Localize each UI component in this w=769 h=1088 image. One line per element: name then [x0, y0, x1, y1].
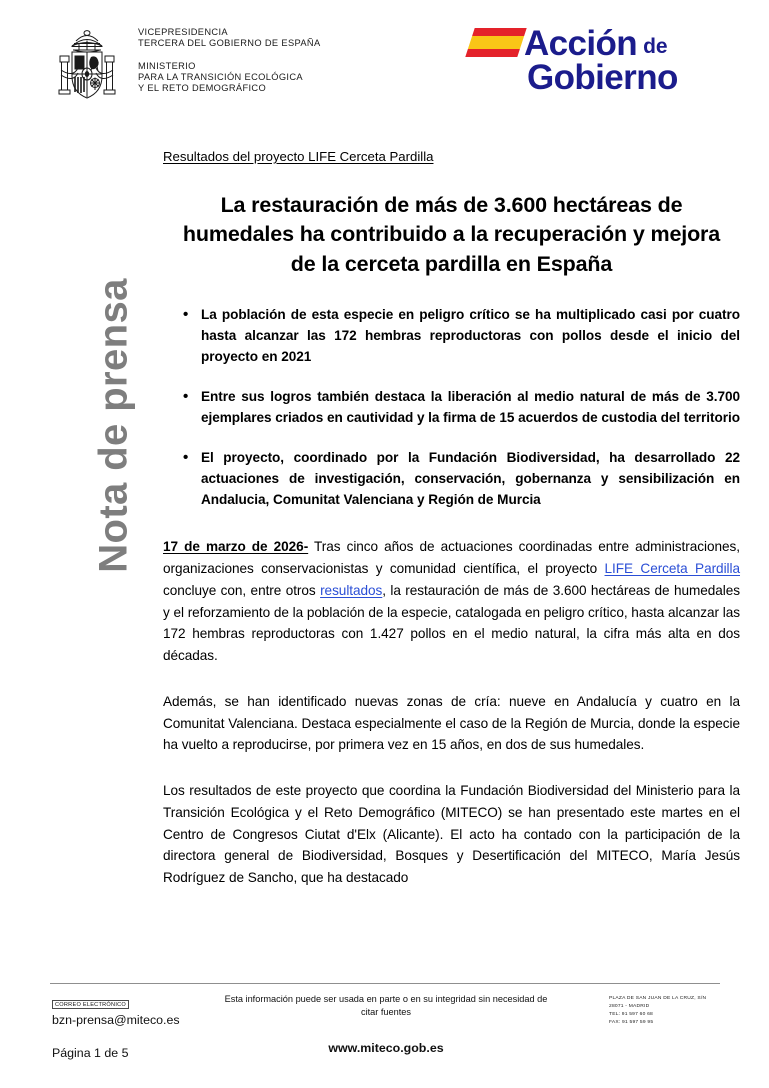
email-address: bzn-prensa@miteco.es: [52, 1013, 180, 1027]
document-body: [163, 148, 740, 902]
footer-notice-block: [216, 993, 556, 1055]
page-title: La restauración de más de 3.600 hectáreas de humedales ha contribuido a la recuperación y mejora de la cerceta pardilla en España: [182, 192, 721, 277]
email-label: CORREO ELECTRÓNICO: [52, 1000, 129, 1009]
ministerio-line-1: MINISTERIO: [138, 60, 196, 71]
document-header: [0, 0, 769, 130]
spanish-coat-of-arms-icon: [52, 26, 122, 104]
accion-de-gobierno-logo: [470, 24, 720, 106]
address-line-3: TEL: 91 597 60 68: [609, 1011, 653, 1017]
list-item: • El proyecto, coordinado por la Fundación Biodiversidad, ha desarrollado 22 actuaciones de investigación, conservación, gobernanza y sensibilización en Andalucia, Comunitat Valenciana y Región de Murcia: [163, 447, 740, 510]
logo-top-row: [470, 24, 668, 63]
dateline: 17 de marzo de 2026-: [163, 539, 309, 555]
usage-notice: Esta información puede ser usada en parte o en su integridad sin necesidad de citar fuentes: [224, 994, 548, 1018]
key-points-list: [163, 304, 740, 511]
logo-word-accion: Acción: [524, 24, 638, 63]
lead-text-b: concluye con, entre otros: [163, 582, 321, 598]
paragraph-3: Los resultados de este proyecto que coordina la Fundación Biodiversidad del Ministerio para la Transición Ecológica y el Reto Demográfico (MITECO) se han presentado este martes en el Centro de Congresos Ciutat d'Elx (Alicante). El acto ha contado con la participación de la directora general de Biodiversidad, Bosques y Desertificación del MITECO, María Jesús Rodríguez de Sancho, que ha destacado: [163, 783, 740, 886]
document-footer: [0, 988, 769, 1088]
spacer: [138, 50, 321, 61]
ministerio-line-2: PARA LA TRANSICIÓN ECOLÓGICA: [138, 71, 303, 82]
lead-text-a: Tras cinco años de actuaciones coordinadas entre administraciones, organizaciones conservacionistas y comunidad científica, el proyecto: [163, 539, 740, 577]
ministerio-line-3: Y EL RETO DEMOGRÁFICO: [138, 83, 267, 94]
address-line-4: FAX: 91 597 59 95: [609, 1019, 654, 1025]
list-item: • Entre sus logros también destaca la liberación al medio natural de más de 3.700 ejemplares criados en cautividad y la firma de 15 acuerdos de custodia del territorio: [163, 386, 740, 428]
logo-word-gobierno: Gobierno: [527, 58, 678, 97]
address-line-2: 28071 - MADRID: [609, 1003, 650, 1009]
paragraph-2: Además, se han identificado nuevas zonas de cría: nueve en Andalucía y cuatro en la Comunitat Valenciana. Destaca especialmente el caso de la Región de Murcia, donde la especie ha vuelto a reproducirse, por primera vez en 15 años, en dos de sus humedales.: [163, 693, 741, 753]
vicepresidencia-line-1: VICEPRESIDENCIA: [138, 27, 228, 37]
lead-paragraph: [163, 536, 740, 667]
spanish-flag-icon: [465, 28, 526, 57]
vicepresidencia-line-2: TERCERA DEL GOBIERNO DE ESPAÑA: [138, 38, 321, 49]
website-url: www.miteco.gob.es: [328, 1040, 444, 1055]
page-number: Página 1 de 5: [52, 1046, 129, 1060]
lead-text-c: , la restauración de más de 3.600 hectáreas de humedales y el reforzamiento de la población de la especie, catalogada en peligro crítico, hasta alcanzar las 172 hembras reproductoras con 1.427 pollos en el medio natural, la cifra más alta en dos décadas.: [163, 582, 741, 664]
footer-address-block: [609, 995, 749, 1027]
list-item: • La población de esta especie en peligro crítico se ha multiplicado casi por cuatro hasta alcanzar las 172 hembras reproductoras con pollos desde el inicio del proyecto en 2021: [163, 304, 740, 367]
resultados-link[interactable]: resultados: [320, 582, 383, 598]
kicker-line: Resultados del proyecto LIFE Cerceta Pardilla: [163, 149, 434, 164]
nota-de-prensa-side-label: Nota de prensa: [91, 278, 136, 573]
address-line-1: PLAZA DE SAN JUAN DE LA CRUZ, S/N: [609, 996, 707, 1001]
ministry-titles: [138, 27, 321, 95]
logo-word-de: de: [643, 35, 668, 59]
footer-divider: [50, 983, 720, 984]
life-cerceta-pardilla-link[interactable]: LIFE Cerceta Pardilla: [604, 561, 740, 577]
